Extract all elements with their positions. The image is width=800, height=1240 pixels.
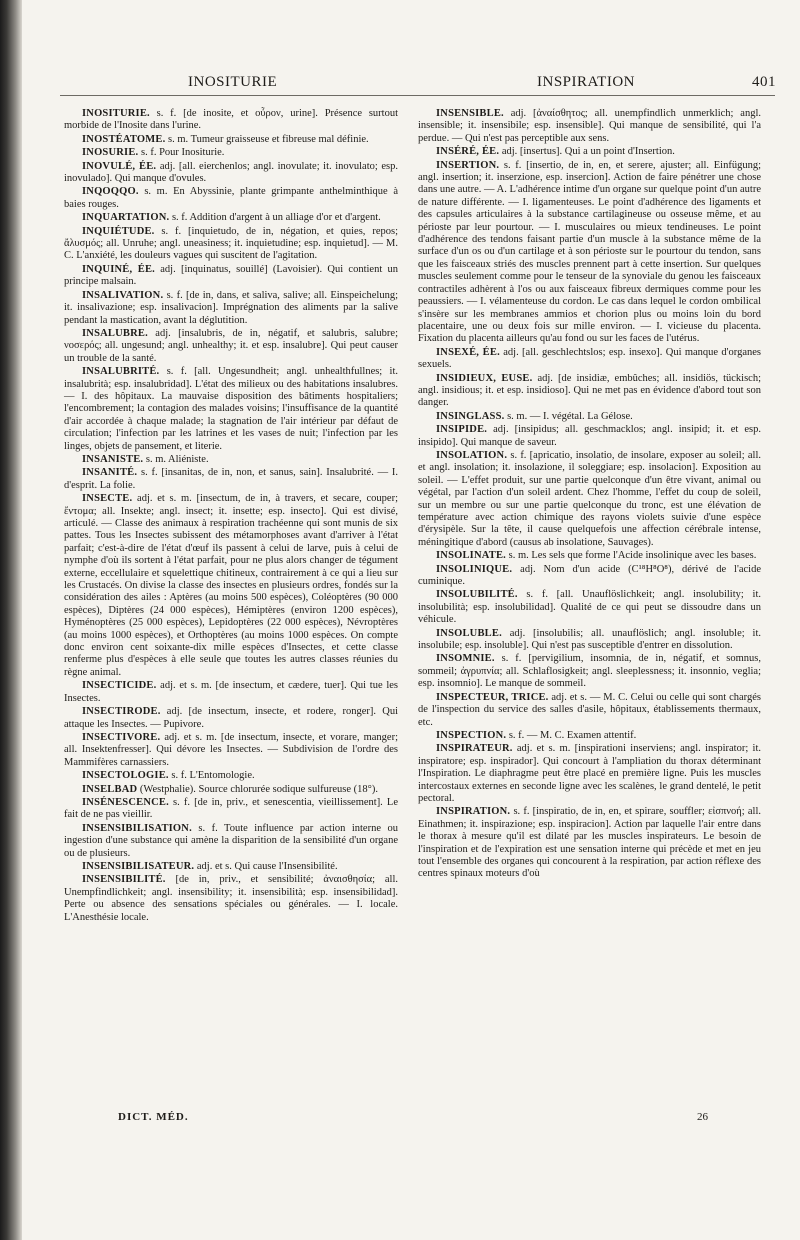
entry-definition: adj. [de insectum, insecte, et rodere, ronger]. Qui attaque les Insectes. — Pupivore.	[64, 706, 398, 730]
entry-definition: adj. et s. m. [de insectum, et cædere, tuer]. Qui tue les Insectes.	[64, 680, 398, 704]
running-head-right: INSPIRATION	[537, 74, 636, 90]
dictionary-entry	[64, 454, 398, 466]
left-column	[64, 108, 398, 925]
dictionary-entry	[64, 784, 398, 796]
entry-headword: INSOMNIE.	[436, 653, 495, 665]
footer-signature: DICT. MÉD.	[118, 1111, 189, 1123]
entry-headword: INSECTOLOGIE.	[82, 770, 169, 782]
dictionary-entry	[64, 264, 398, 289]
dictionary-entry	[418, 730, 761, 742]
dictionary-entry	[64, 706, 398, 731]
dictionary-entry	[64, 226, 398, 263]
dictionary-entry	[64, 290, 398, 327]
entry-headword: INSÉRÉ, ÉE.	[436, 146, 500, 158]
entry-definition: s. f. [pervigilium, insomnia, de in, négatif, et somnus, sommeil; ἀγρυπνία; all. Schlaflosigkeit; angl. sleeplessness; it. insonnio, veglia; esp. insomnio]. Le manque de sommeil.	[418, 653, 761, 690]
entry-headword: INSELBAD	[82, 783, 138, 795]
dictionary-entry	[418, 550, 761, 562]
entry-headword: INSECTICIDE.	[82, 680, 157, 692]
entry-headword: INSECTIRODE.	[82, 706, 161, 718]
entry-definition: adj. [all. geschlechtslos; esp. insexo]. Qui manque d'organes sexuels.	[418, 346, 762, 371]
entry-headword: INSÉNESCENCE.	[82, 796, 169, 808]
dictionary-entry	[418, 373, 761, 410]
dictionary-entry	[64, 467, 398, 492]
entry-definition: adj. et s. — M. C. Celui ou celle qui sont chargés de l'inspection du service des salles d'asile, hôpitaux, établissements thermaux, etc.	[418, 691, 761, 728]
entry-definition: adj. [insalubris, de in, négatif, et salubris, salubre; νοσερός; all. ungesund; angl. unhealthy; it. et esp. insalubre]. Qui peut causer un trouble de la santé.	[64, 327, 398, 364]
entry-headword: INSOLINIQUE.	[436, 563, 513, 575]
entry-definition: s. f. [de in, priv., et senescentia, vieillissement]. Le fait de ne pas vieillir.	[64, 796, 398, 821]
entry-headword: INSEXÉ, ÉE.	[436, 346, 500, 358]
entry-headword: INSENSIBILISATION.	[82, 822, 192, 834]
entry-definition: adj. [all. eierchenlos; angl. inovulate; it. inovulato; esp. inovulado]. Qui manque d'ovules.	[64, 160, 398, 185]
dictionary-entry	[64, 108, 398, 133]
entry-definition: s. m. En Abyssinie, plante grimpante anthelminthique à baies rouges.	[64, 186, 398, 210]
page-number: 401	[752, 74, 776, 90]
entry-headword: INSENSIBILISATEUR.	[82, 860, 195, 872]
entry-definition: adj. et s. m. [inspirationi inserviens; angl. inspirator; it. inspiratore; esp. inspirador]. Qui concourt à l'ampliation du thorax déterminant l'Inspiration. Le diaphragme peut être placé en première ligne. Puis les muscles intercostaux externes en seconde ligne avec les scalènes, le grand dentelé, le petit pectoral.	[418, 743, 761, 804]
entry-definition: adj. [inquinatus, souillé] (Lavoisier). Qui contient un principe malsain.	[64, 263, 398, 288]
entry-headword: INOSURIE.	[82, 147, 139, 159]
entry-definition: s. f. [de inosite, et οὖρον, urine]. Présence surtout morbide de l'Inosite dans l'urine.	[64, 108, 398, 132]
book-binding-edge	[0, 0, 22, 1240]
entry-headword: INSENSIBLE.	[436, 108, 504, 119]
entry-definition: s. m. Aliéniste.	[143, 453, 209, 465]
entry-definition: s. m. Les sels que forme l'Acide insolinique avec les bases.	[505, 550, 757, 562]
dictionary-entry	[418, 424, 761, 449]
dictionary-entry	[64, 732, 398, 769]
entry-headword: INSPECTEUR, TRICE.	[436, 691, 549, 703]
dictionary-entry	[64, 328, 398, 365]
entry-headword: INQUARTATION.	[82, 212, 170, 224]
dictionary-entry	[418, 628, 761, 653]
dictionary-entry	[418, 411, 761, 423]
entry-definition: s. f. [inspiratio, de in, en, et spirare, souffler; εἰσπνοή; all. Einathmen; it. inspirazione; esp. inspiracion]. Action par laquelle l'air entre dans le thorax à mesure qu'il est dilaté par les muscles inspirateurs. Le besoin de l'inspiration et de l'expiration est une sensation interne qui précède et met en jeu tout l'ensemble des organes qui concourent à la respiration, par action réflexe des centres spinaux moteurs d'où	[418, 806, 761, 880]
header-rule	[60, 95, 775, 96]
entry-definition: s. f. Toute influence par action interne ou ingestion d'une substance qui amène la disparition de la sensibilité d'un organe ou de plusieurs.	[64, 822, 398, 859]
entry-definition: s. f. [apricatio, insolatio, de insolare, exposer au soleil; all. et angl. insolation; it. insolazione, il soleggiare; esp. insolacion]. Exposition au soleil. — L'effet produit, sur une partie quelconque d'un être vivant, animal ou végétal, par l'action d'un soleil ardent. Chez l'homme, l'effet du coup de soleil, sur un membre ou sur une partie quelconque du tronc, est une élévation de température avec action chimique des rayons violets suivie d'une espèce d'érysipèle. Sur la tête, il cause quelquefois une affection cérébrale intense, méningitique d'abord (causus ab insolatione, Sauvages).	[418, 449, 761, 548]
entry-definition: s. f. Addition d'argent à un alliage d'or et d'argent.	[169, 212, 381, 224]
dictionary-entry	[64, 861, 398, 873]
entry-definition: adj. [de insidiæ, embûches; all. insidiös, tückisch; angl. insidious; it. et esp. insidioso]. Qui ne met pas en évidence d'abord tout son danger.	[418, 372, 761, 409]
entry-headword: INSALUBRITÉ.	[82, 366, 160, 378]
entry-definition: s. f. L'Entomologie.	[168, 770, 255, 782]
entry-headword: INSENSIBILITÉ.	[82, 874, 166, 886]
entry-headword: INSOLUBLE.	[436, 627, 502, 639]
dictionary-entry	[64, 186, 398, 211]
dictionary-entry	[418, 160, 761, 346]
entry-definition: s. f. [inquietudo, de in, négation, et quies, repos; ἄλυσμός; all. Unruhe; angl. uneasiness; it. inquietudine; esp. inquietud]. — M. C. L'anxiété, les douleurs vagues qui suscitent de l'agitation.	[64, 225, 398, 262]
page-header	[0, 74, 800, 94]
entry-headword: INSALUBRE.	[82, 327, 148, 339]
entry-definition: [de in, priv., et sensibilité; ἀναισθησία; all. Unempfindlichkeit; angl. insensibility; it. insensibilità; esp. insensibilidad]. Perte ou absence des sensations spéciales ou générales. — I. locale. L'Anesthésie locale.	[64, 874, 398, 923]
entry-headword: INQOQQO.	[82, 186, 139, 198]
entry-headword: INSANISTE.	[82, 453, 144, 465]
entry-definition: s. f. [insertio, de in, en, et serere, ajuster; all. Einfügung; angl. insertion; it. inserzione, esp. insercion]. Action de faire pénétrer une chose dans une autre. — A. L'adhérence intime d'un organe sur quelque point d'un autre de nature différente. — I. ligamenteuses. Le point d'adhérence des ligaments et des capsules articulaires à la substance cartilagineuse ou osseuse même, et au périoste par leur pourtour. — I. musculaires ou mieux tendineuses. Le point d'adhérence des tendons faisant partie d'un muscle à la substance même de la surface d'un os ou d'un cartilage et à son périoste sur le pourtour du tendon, sans que les faisceaux striés des muscles prennent part à cette insertion. Sur quelques muscles seulement comme pour le tenseur de la synoviale du genou les faisceaux contractiles adhèrent à l'os ou aux faisceaux fibreux dermiques comme pour les peaussiers. — I. vélamenteuse du cordon. Le cas dans lequel le cordon ombilical s'insère sur les membranes ammios et chorion plus ou moins loin du bord placentaire, une ou deux fois sur mille environ. — I. vicieuse du placenta. Fixation du placenta ailleurs qu'au fond ou sur les faces de l'utérus.	[418, 159, 761, 345]
entry-definition: s. f. — M. C. Examen attentif.	[506, 729, 637, 741]
entry-definition: adj. [insipidus; all. geschmacklos; angl. insipid; it. et esp. insipido]. Qui manque de saveur.	[418, 424, 761, 448]
entry-headword: INSECTIVORE.	[82, 731, 161, 743]
dictionary-entry	[418, 743, 761, 805]
entry-definition: s. m. Tumeur graisseuse et fibreuse mal définie.	[165, 133, 369, 145]
right-column	[418, 108, 761, 882]
dictionary-entry	[418, 564, 761, 589]
entry-headword: INSIDIEUX, EUSE.	[436, 372, 533, 384]
dictionary-entry	[418, 146, 761, 158]
entry-definition: s. f. [insanitas, de in, non, et sanus, sain]. Insalubrité. — I. d'esprit. La folie.	[64, 467, 398, 491]
entry-headword: INSOLATION.	[436, 449, 508, 461]
dictionary-entry	[64, 147, 398, 159]
dictionary-entry	[64, 161, 398, 186]
dictionary-entry	[418, 589, 761, 626]
entry-headword: INSOLUBILITÉ.	[436, 589, 518, 601]
dictionary-entry	[418, 806, 761, 880]
dictionary-entry	[64, 212, 398, 224]
entry-headword: INSPIRATEUR.	[436, 743, 513, 755]
entry-definition: adj. Nom d'un acide (C¹⁸H⁸O⁸), dérivé de l'acide cuminique.	[418, 563, 761, 588]
entry-headword: INQUINÉ, ÉE.	[82, 263, 156, 275]
entry-headword: INOSTÉATOME.	[82, 133, 166, 145]
entry-headword: INSINGLASS.	[436, 410, 505, 422]
dictionary-entry	[418, 450, 761, 549]
entry-definition: (Westphalie). Source chlorurée sodique sulfureuse (18°).	[137, 783, 378, 795]
dictionary-entry	[418, 692, 761, 729]
entry-headword: INSOLINATE.	[436, 550, 506, 562]
entry-definition: s. f. [all. Unauflöslichkeit; angl. insolubility; it. insolubilità; esp. insolubilidad]. Qualité de ce qui peut se dissoudre dans un véhicule.	[418, 589, 761, 626]
dictionary-entry	[64, 874, 398, 924]
dictionary-entry	[64, 493, 398, 679]
entry-definition: s. f. Pour Inositurie.	[138, 147, 225, 159]
entry-headword: INOVULÉ, ÉE.	[82, 160, 157, 172]
entry-definition: s. m. — I. végétal. La Gélose.	[504, 410, 633, 422]
entry-definition: adj. [ἀναίσθητος; all. unempfindlich unmerklich; angl. insensible; it. insensibile; esp. insensible]. Qui manque de sensibilité, qui l'a perdue. — Qui n'est pas perceptible aux sens.	[418, 108, 761, 144]
entry-headword: INSPIRATION.	[436, 806, 511, 818]
entry-definition: s. f. [all. Ungesundheit; angl. unhealthfullnes; it. insalubrità; esp. insalubridad]. L'état des milieux ou des habitations insalubres. — I. des hôpitaux. La mauvaise disposition des bâtiments hospitaliers; l'encombrement; la contagion des malades voisins; l'insuffisance de la quantité d'air accordée à chaque malade; la stagnation de l'air intérieur par défaut de circulation; l'infection par les latrines et les vases de nuit; l'infection par les linges, objets de pansement, et literie.	[64, 366, 398, 452]
entry-headword: INSERTION.	[436, 159, 500, 171]
entry-headword: INSPECTION.	[436, 729, 507, 741]
dictionary-entry	[64, 134, 398, 146]
dictionary-entry	[64, 366, 398, 453]
dictionary-entry	[64, 680, 398, 705]
entry-headword: INOSITURIE.	[82, 108, 150, 119]
entry-definition: s. f. [de in, dans, et saliva, salive; all. Einspeichelung; it. insalivazione; esp. insalivacion]. Imprégnation des aliments par la salive pendant la mastication, avant la déglutition.	[64, 289, 398, 326]
dictionary-entry	[418, 347, 761, 372]
entry-definition: adj. [insertus]. Qui a un point d'Insertion.	[499, 146, 675, 158]
entry-headword: INSECTE.	[82, 493, 133, 505]
entry-headword: INSALIVATION.	[82, 289, 164, 301]
entry-definition: adj. et s. m. [de insectum, insecte, et vorare, manger; all. Insektenfresser]. Qui dévore les Insectes. — Subdivision de l'ordre des Mammifères carnassiers.	[64, 731, 398, 768]
dictionary-entry	[418, 108, 761, 145]
dictionary-entry	[64, 770, 398, 782]
dictionary-entry	[418, 653, 761, 690]
running-head-left: INOSITURIE	[188, 74, 278, 90]
entry-definition: adj. et s. Qui cause l'Insensibilité.	[194, 860, 338, 872]
dictionary-entry	[64, 797, 398, 822]
footer-sheet-number: 26	[697, 1111, 708, 1123]
dictionary-entry	[64, 823, 398, 860]
entry-headword: INSIPIDE.	[436, 424, 488, 436]
entry-headword: INSANITÉ.	[82, 467, 138, 479]
entry-headword: INQUIÉTUDE.	[82, 225, 155, 237]
entry-definition: adj. [insolubilis; all. unauflöslich; angl. insoluble; it. insolubile; esp. insoluble]. Qui n'est pas susceptible d'entrer en dissolution.	[418, 627, 761, 652]
entry-definition: adj. et s. m. [insectum, de in, à travers, et secare, couper; ἔντομα; all. Insekte; angl. insect; it. insette; esp. insecto]. Qui est divisé, articulé. — Classe des animaux à respiration trachéenne qui sont munis de six pattes. Tous les Insectes subissent des métamorphoses avant d'arriver à l'état parfait; c'est-à-dire de l'état d'œuf ils passent à celui de larve, puis à celui de nymphe d'où ils sortent à l'état parfait, pour ne plus alors changer de tégument externe, eccellulaire et squelettique chitineux, contrairement à ce qui a lieu sur les Crustacés. On divise la classe des insectes en plusieurs ordres, fondés sur la considération des ailes : Aptères (au moins 500 espèces), Coléoptères (90 000 espèces), Diptères (24 000 espèces), Hémiptères (environ 1200 espèces), Hyménoptères (25 000 espèces), Lepidoptères (22 000 espèces), Névroptères (au moins 1000 espèces), et Orthoptères (au moins 1000 espèces. On compte donc environ cent soixante-dix mille espèces d'Insectes, et cette classe renferme plus d'espèces à elle seule que toutes les autres classes réunies du règne animal.	[64, 493, 398, 678]
